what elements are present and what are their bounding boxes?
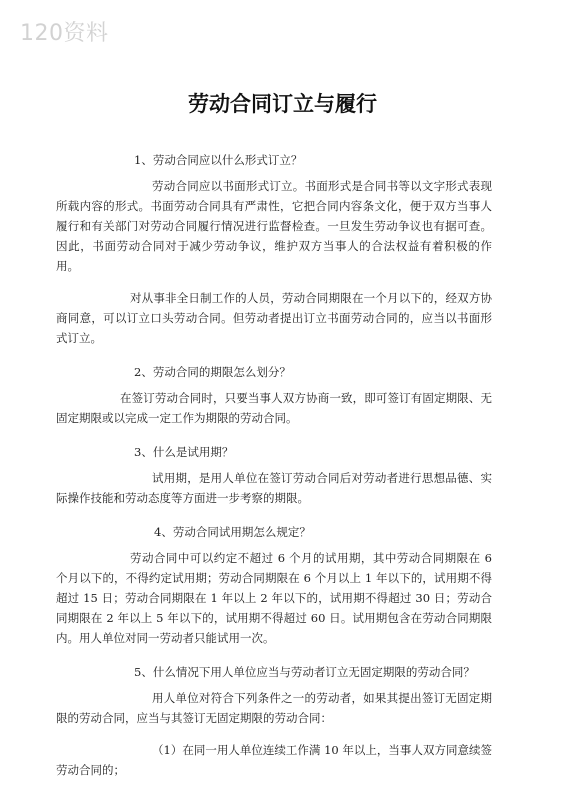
document-body (56, 150, 492, 780)
section-heading: 3、什么是试用期？ (134, 445, 234, 459)
list-item: （1）在同一用人单位连续工作满 10 年以上，当事人双方同意续签劳动合同的； (56, 743, 492, 777)
paragraph: 试用期，是用人单位在签订劳动合同后对劳动者进行思想品德、实际操作技能和劳动态度等方面进一步考察的期限。 (56, 471, 492, 505)
paragraph: 在签订劳动合同时，只要当事人双方协商一致，即可签订有固定期限、无固定期限或以完成一定工作为期限的劳动合同。 (56, 391, 492, 425)
paragraph: 对从事非全日制工作的人员，劳动合同期限在一个月以下的，经双方协商同意，可以订立口头劳动合同。但劳动者提出订立书面劳动合同的，应当以书面形式订立。 (56, 291, 492, 345)
section-heading: 1、劳动合同应以什么形式订立？ (134, 153, 303, 167)
watermark: 120资料 (20, 21, 109, 46)
paragraph: 用人单位对符合下列条件之一的劳动者，如果其提出签订无固定期限的劳动合同，应当与其签订无固定期限的劳动合同： (56, 691, 492, 725)
section-heading: 4、劳动合同试用期怎么规定？ (154, 525, 311, 539)
paragraph: 劳动合同中可以约定不超过 6 个月的试用期，其中劳动合同期限在 6 个月以下的，不得约定试用期；劳动合同期限在 6 个月以上 1 年以下的，试用期不得超过 15 日；劳动合同期限在 1 年以上 2 年以下的，试用期不得超过 30 日；劳动合同期限在 2 年以上 5 年以下的，试用期不得超过 60 日。试用期包含在劳动合同期限内。用人单位对同一劳动者只能试用一次。 (56, 551, 492, 645)
paragraph: 劳动合同应以书面形式订立。书面形式是合同书等以文字形式表现所载内容的形式。书面劳动合同具有严肃性，它把合同内容条文化，便于双方当事人履行和有关部门对劳动合同履行情况进行监督检查。一旦发生劳动争议也有据可查。因此，书面劳动合同对于减少劳动争议，维护双方当事人的合法权益有着积极的作用。 (56, 179, 492, 273)
page-title: 劳动合同订立与履行 (188, 92, 377, 116)
section-heading: 2、劳动合同的期限怎么划分？ (134, 365, 291, 379)
section-heading: 5、什么情况下用人单位应当与劳动者订立无固定期限的劳动合同？ (134, 665, 475, 679)
